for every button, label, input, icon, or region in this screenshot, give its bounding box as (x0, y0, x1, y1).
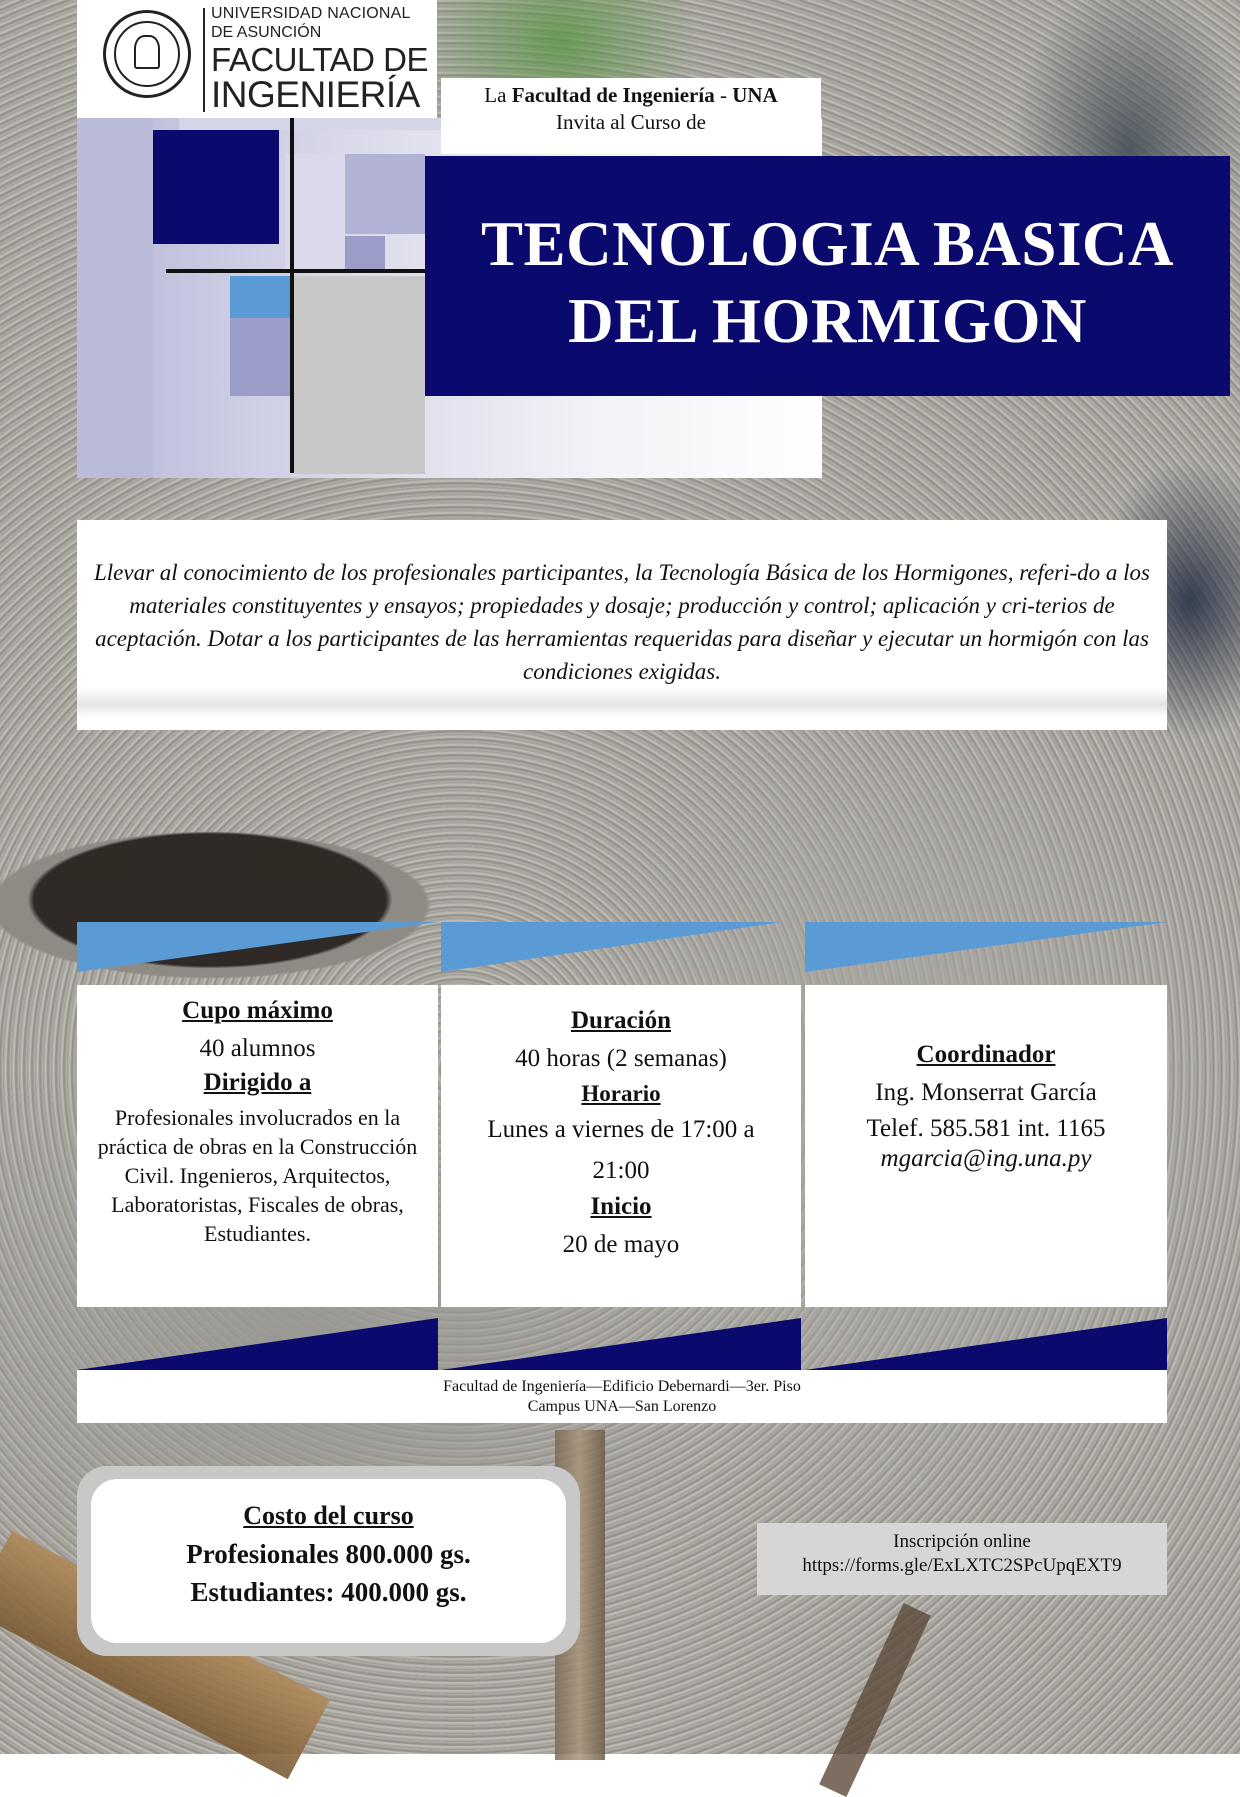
cost-box (77, 1466, 580, 1656)
coordinador-heading: Coordinador (916, 1041, 1056, 1068)
deco-square (345, 236, 385, 272)
location-line1: Facultad de Ingeniería—Edificio Debernardi—3er. Piso (443, 1378, 801, 1395)
registration-link[interactable]: https://forms.gle/ExLXTC2SPcUpqEXT9 (802, 1555, 1122, 1576)
coordinator-column (805, 985, 1167, 1307)
inicio-value: 20 de mayo (562, 1231, 680, 1258)
invite-prefix: La (484, 83, 507, 107)
objective-text: Llevar al conocimiento de los profesionales participantes, la Tecnología Básica de los Hormigones, referi-do a los materiales constituyentes y ensayos; propiedades y dosaje; producción y control; aplicación y cri-terios de aceptación. Dotar a los participantes de las herramientas requeridas para diseñar y ejecutar un hormigón con las condiciones exigidas. (94, 560, 1150, 684)
horario-value: Lunes a viernes de 17:00 a 21:00 (487, 1116, 755, 1184)
accent-triangle (805, 922, 1167, 972)
registration-label: Inscripción online (893, 1531, 1031, 1552)
horario-heading: Horario (581, 1081, 661, 1106)
invitation-line1 (441, 82, 821, 109)
logo-faculty-line1: FACULTAD DE (211, 41, 428, 78)
cost-professionals: Profesionales 800.000 gs. (186, 1539, 471, 1569)
accent-triangle (77, 1318, 438, 1370)
deco-square (345, 154, 425, 234)
course-title-line1: TECNOLOGIA BASICA (481, 209, 1174, 279)
logo-text (211, 6, 428, 113)
cost-students: Estudiantes: 400.000 gs. (190, 1577, 467, 1607)
logo-university-line1: UNIVERSIDAD NACIONAL (211, 5, 411, 22)
coordinador-name: Ing. Monserrat García (875, 1079, 1097, 1106)
invite-separator: - (719, 83, 727, 107)
deco-vertical-line (290, 118, 294, 473)
dirigido-value: Profesionales involucrados en la práctica de obras en la Construcción Civil. Ingenieros, Arquitectos, Laboratoristas, Fiscales de obras, Estudiantes. (97, 1105, 418, 1246)
deco-square (153, 130, 279, 244)
university-seal-icon (103, 10, 191, 98)
invite-faculty: Facultad de Ingeniería (511, 83, 715, 107)
faculty-logo (77, 0, 437, 118)
bottom-accents (77, 1318, 1167, 1370)
coordinador-email[interactable]: mgarcia@ing.una.py (880, 1145, 1092, 1172)
cost-heading: Costo del curso (243, 1501, 414, 1530)
invite-institution: UNA (732, 83, 778, 107)
duracion-value: 40 horas (2 semanas) (515, 1045, 727, 1072)
accent-triangle (77, 922, 438, 972)
deco-square (230, 318, 295, 396)
audience-column (77, 985, 438, 1307)
top-accents (77, 922, 1167, 985)
accent-triangle (805, 1318, 1167, 1370)
course-title-line2: DEL HORMIGON (568, 286, 1087, 356)
deco-square (294, 276, 425, 474)
logo-university-line2: DE ASUNCIÓN (211, 24, 322, 41)
accent-triangle (441, 922, 782, 972)
location-bar (77, 1370, 1167, 1423)
invitation-text (441, 78, 821, 154)
coordinador-phone: Telef. 585.581 int. 1165 (866, 1115, 1106, 1142)
dirigido-heading: Dirigido a (203, 1069, 312, 1096)
location-line2: Campus UNA—San Lorenzo (527, 1398, 717, 1415)
deco-square (77, 118, 153, 478)
cupo-value: 40 alumnos (199, 1035, 316, 1062)
course-title (425, 156, 1230, 396)
duracion-heading: Duración (571, 1007, 671, 1034)
cost-inner (91, 1479, 566, 1643)
registration-box (757, 1523, 1167, 1595)
cupo-heading: Cupo máximo (182, 997, 333, 1024)
schedule-column (441, 985, 801, 1307)
objective-box (77, 520, 1167, 730)
invitation-line2: Invita al Curso de (556, 110, 706, 134)
logo-faculty-line2: INGENIERÍA (211, 74, 420, 115)
deco-horizontal-line (166, 269, 426, 273)
inicio-heading: Inicio (590, 1193, 652, 1220)
accent-triangle (441, 1318, 801, 1370)
logo-divider (203, 8, 205, 112)
